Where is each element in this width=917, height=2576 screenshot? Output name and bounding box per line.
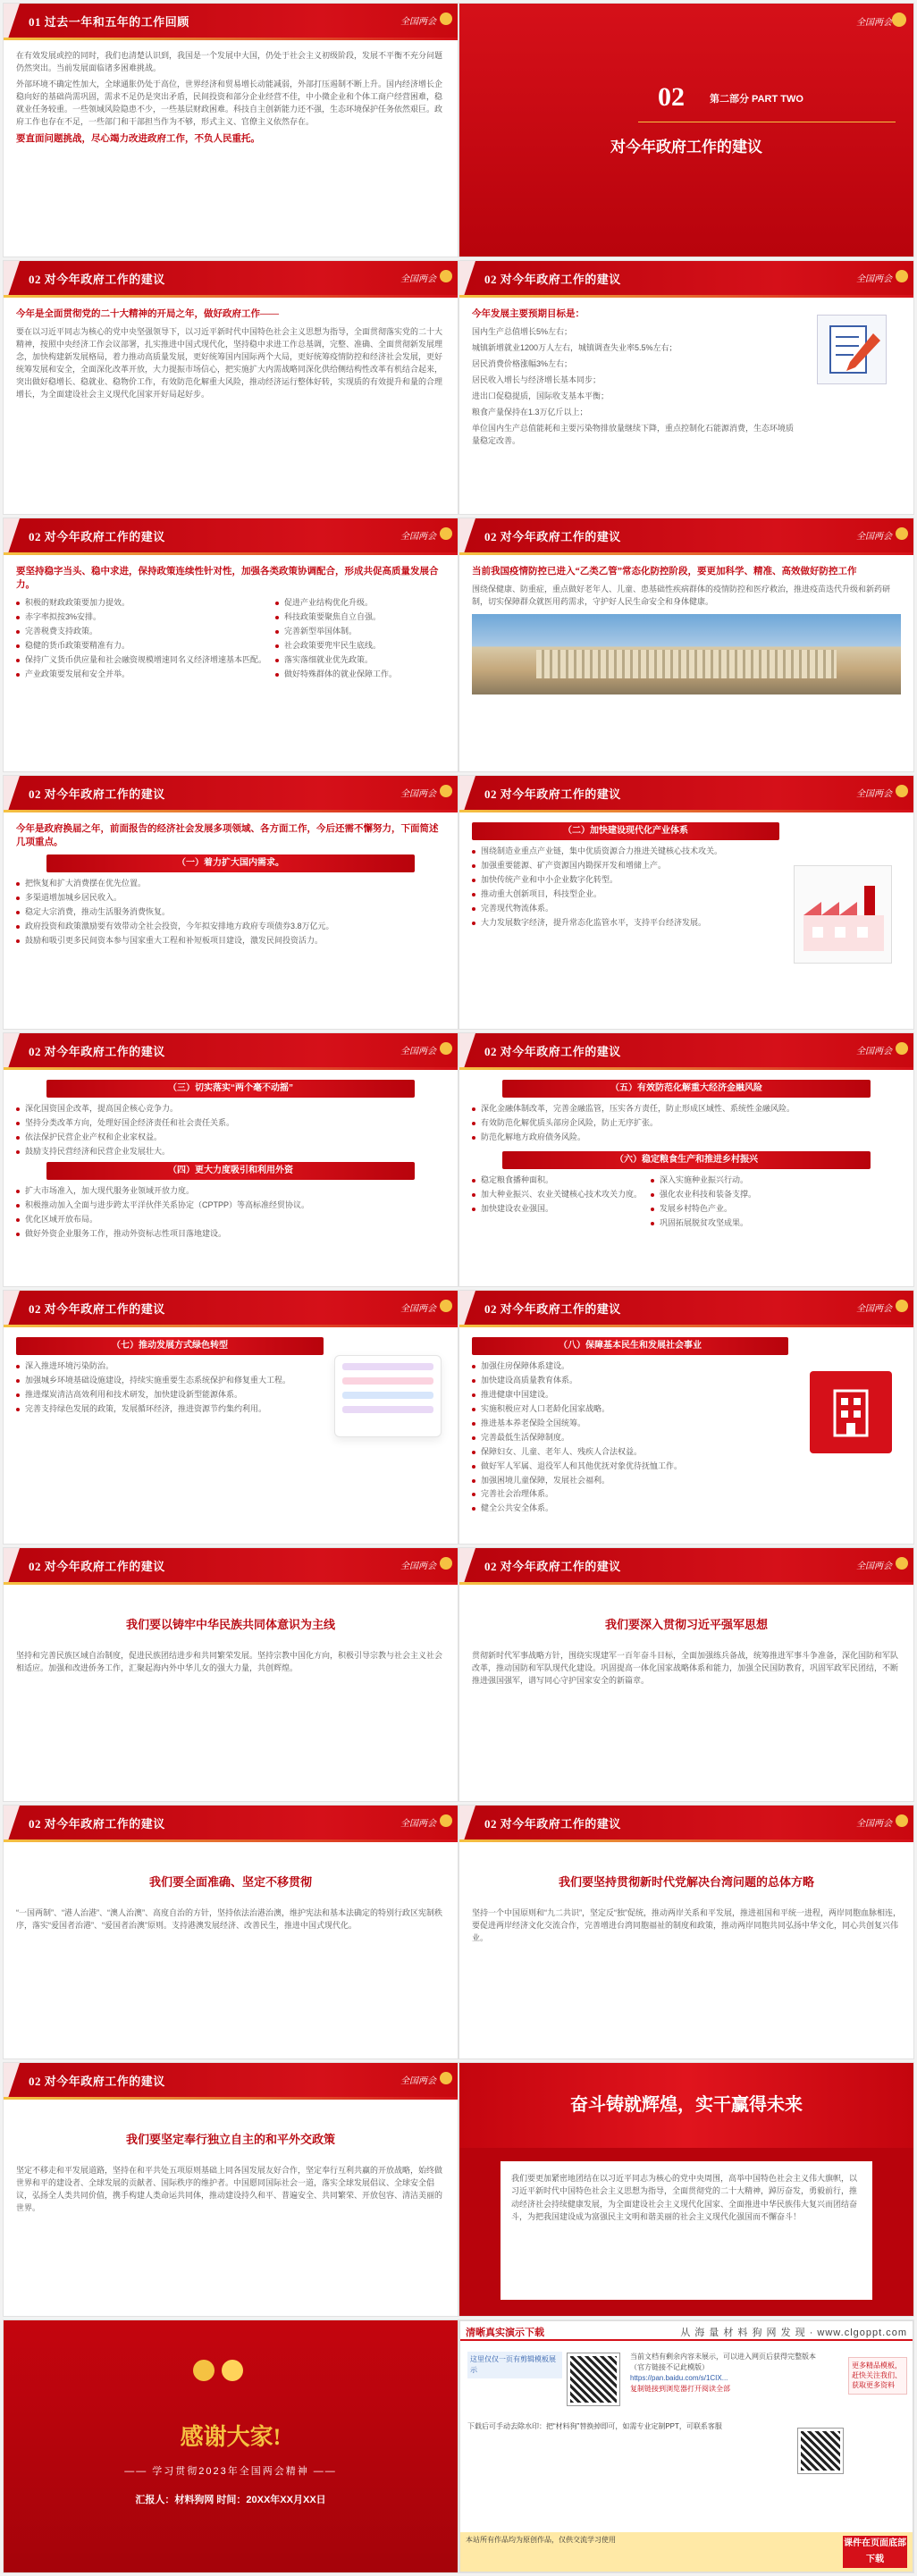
slide-header [4, 261, 458, 295]
lead-text: 今年是政府换届之年，前面报告的经济社会发展多项领域、各方面工作，今后还需不懈努力，下面简述几项重点。 [16, 824, 439, 848]
target-item: 城镇新增就业1200万人左右，城镇调查失业率5.5%左右； [472, 343, 677, 353]
brand-text: 全国两会 [400, 274, 436, 284]
slide-body [16, 50, 445, 248]
list-item: 深入推进环境污染防治。 [16, 1360, 324, 1373]
slide-heading: 我们要深入贯彻习近平强军思想 [604, 1618, 768, 1631]
section-bar: （一）着力扩大国内需求。 [46, 854, 416, 872]
info-tip: 复制链接到浏览器打开阅读全部 [630, 2385, 730, 2393]
slide-title: 02 对今年政府工作的建议 [484, 1045, 621, 1058]
slide-body [472, 1852, 901, 2050]
brand-text: 全国两会 [400, 1047, 436, 1056]
slide-title: 02 对今年政府工作的建议 [29, 273, 165, 286]
brand-text: 全国两会 [856, 1819, 892, 1829]
list-item: 把恢复和扩大消费摆在优先位置。 [16, 878, 445, 890]
list-item: 稳定粮食播种面积。 [472, 1174, 642, 1187]
list-item: 巩固拓展脱贫攻坚成果。 [651, 1217, 756, 1230]
header-decor [459, 1291, 475, 1325]
header-ribbon [4, 1839, 458, 1842]
list-item: 保持广义货币供应量和社会融资规模增速同名义经济增速基本匹配。 [16, 654, 266, 667]
section-title: 对今年政府工作的建议 [610, 139, 762, 156]
emblem-icon [440, 270, 452, 282]
list-item: 完善支持绿色发展的政策，发展循环经济，推进资源节约集约利用。 [16, 1403, 324, 1416]
list-item: 稳健的货币政策要精准有力。 [16, 640, 266, 652]
slide-body [16, 307, 445, 505]
list-item: 强化农业科技和装备支撑。 [651, 1189, 756, 1201]
slide-title: 02 对今年政府工作的建议 [484, 787, 621, 801]
list-item: 加快建设农业强国。 [472, 1203, 642, 1216]
brand-text: 全国两会 [856, 789, 892, 799]
target-item: 居民消费价格涨幅3%左右； [472, 359, 573, 369]
list-item: 完善新型举国体制。 [275, 626, 397, 638]
list-item: 深入实施种业振兴行动。 [651, 1174, 756, 1187]
slide-title: 02 对今年政府工作的建议 [29, 1302, 165, 1316]
target-item: 粮食产量保持在1.3万亿斤以上； [472, 407, 588, 417]
notice-line: 本站所有作品均为原创作品，仅供交流学习使用 [466, 2536, 616, 2544]
list-item: 促进产业结构优化升级。 [275, 597, 397, 610]
thanks-title: 感谢大家! [180, 2424, 282, 2450]
slide-title: 02 对今年政府工作的建议 [484, 530, 621, 543]
slide-review[interactable] [4, 4, 458, 257]
header-decor [4, 1033, 20, 1067]
target-item: 居民收入增长与经济增长基本同步； [472, 375, 602, 385]
slide-body [16, 565, 445, 762]
header-ribbon [4, 38, 458, 40]
header-ribbon [459, 1839, 913, 1842]
list-item: 政府投资和政策激励要有效带动全社会投资，今年拟安排地方政府专项债券3.8万亿元。 [16, 921, 445, 933]
list-item: 深化金融体制改革，完善金融监管，压实各方责任，防止形成区域性、系统性金融风险。 [472, 1103, 901, 1115]
slide-header [4, 1291, 458, 1325]
slide-header [4, 1548, 458, 1582]
qr-code-icon[interactable] [568, 2353, 619, 2405]
slide-body [16, 822, 445, 1020]
brand-text: 全国两会 [400, 17, 436, 27]
list-item: 优化区域开放布局。 [16, 1214, 445, 1226]
paragraph: 贯彻新时代军事战略方针，围绕实现建军一百年奋斗目标，全面加强练兵备战，统筹推进军事斗争准备，深化国防和军队改革，推动国防和军队现代化建设。巩固提高一体化国家战略体系和能力，加强全民国防教育，巩固军政军民团结，不断推进强国强军，谱写同心守护国家安全的新篇章。 [472, 1651, 899, 1686]
thanks-subtitle: —— 学习贯彻2023年全国两会精神 —— [124, 2466, 337, 2477]
slide-header [459, 261, 913, 295]
lead-text: 当前我国疫情防控已进入“乙类乙管”常态化防控阶段，要更加科学、精准、高效做好防控工作 [472, 567, 857, 577]
paragraph: 在有效发展或控的同时，我们也清楚认识到，我国是一个发展中大国，仍处于社会主义初级阶段，发展不平衡不充分问题仍然突出。当前发展面临诸多困难挑战。 [16, 51, 443, 72]
header-decor [4, 261, 20, 295]
list-item: 鼓励支持民营经济和民营企业发展壮大。 [16, 1146, 445, 1158]
list-item: 多渠道增加城乡居民收入。 [16, 892, 445, 905]
slide-body [472, 307, 797, 505]
lead-text: 今年发展主要预期目标是： [472, 309, 585, 319]
bullet-list [472, 1103, 901, 1144]
list-item: 做好外资企业服务工作，推动外资标志性项目落地建设。 [16, 1228, 445, 1241]
brand-text: 全国两会 [400, 789, 436, 799]
list-item: 加强城乡环境基础设施建设，持续实施重要生态系统保护和修复重大工程。 [16, 1375, 324, 1387]
slide-hk-macao[interactable] [4, 1806, 458, 2058]
section-bar: （三）切实落实“两个毫不动摇” [46, 1080, 416, 1098]
list-item: 落实落细就业优先政策。 [275, 654, 397, 667]
list-item: 完善现代物流体系。 [472, 903, 779, 915]
promo-note [467, 2352, 562, 2378]
slide-title: 02 对今年政府工作的建议 [484, 1817, 621, 1831]
list-item: 推进健康中国建设。 [472, 1389, 788, 1402]
emblem-icon [896, 270, 908, 282]
slide-title: 02 对今年政府工作的建议 [29, 1817, 165, 1831]
list-item: 加强住房保障体系建设。 [472, 1360, 788, 1373]
slide-header [4, 776, 458, 810]
header-decor [4, 2063, 20, 2097]
slide-body [16, 1595, 445, 1792]
slide-header [459, 518, 913, 552]
slide-title: 02 对今年政府工作的建议 [29, 787, 165, 801]
target-item: 国内生产总值增长5%左右； [472, 327, 573, 337]
bullet-list [16, 1103, 445, 1158]
emblem-icon [440, 1557, 452, 1570]
emblem-icon [896, 1300, 908, 1312]
slide-title: 02 对今年政府工作的建议 [29, 530, 165, 543]
list-item: 健全公共安全体系。 [472, 1503, 788, 1515]
header-ribbon [459, 1067, 913, 1070]
list-item: 依法保护民营企业产权和企业家权益。 [16, 1132, 445, 1144]
brand-text: 全国两会 [856, 18, 892, 28]
list-item: 加快传统产业和中小企业数字化转型。 [472, 874, 779, 887]
slide-header [459, 1806, 913, 1839]
header-decor [4, 1291, 20, 1325]
slide-livelihood[interactable] [459, 1291, 913, 1544]
paragraph: “一国两制”、“港人治港”、“澳人治澳”、高度自治的方针，坚持依法治港治澳，维护宪法和基本法确定的特别行政区宪制秩序，落实“爱国者治港”、“爱国者治澳”原则。支持港澳发展经济、改善民生，推进中国式现代化。 [16, 1908, 442, 1931]
header-decor [459, 261, 475, 295]
list-item: 加强困境儿童保障，发展社会福利。 [472, 1475, 788, 1487]
lead-text: 要直面问题挑战，尽心竭力改进政府工作，不负人民重托。 [16, 133, 260, 144]
header-ribbon [4, 1067, 458, 1070]
emblem-icon [440, 1300, 452, 1312]
emblem-icon [896, 1557, 908, 1570]
promo-info [630, 2352, 845, 2395]
section-bar: （四）更大力度吸引和利用外资 [46, 1162, 416, 1180]
slide-ethnic-unity[interactable] [4, 1548, 458, 1801]
slide-body [16, 1080, 445, 1277]
list-item: 推进煤炭清洁高效利用和技术研发，加快建设新型能源体系。 [16, 1389, 324, 1402]
list-item: 积极的财政政策要加力提效。 [16, 597, 266, 610]
slide-diplomacy[interactable] [4, 2063, 458, 2316]
info-line: （官方链接不记此模版） [630, 2363, 709, 2371]
list-item: 大力发展数字经济，提升常态化监管水平，支持平台经济发展。 [472, 917, 779, 930]
emblem-icon [193, 2360, 215, 2381]
slide-body [16, 2109, 445, 2307]
emblem-icon [896, 785, 908, 797]
slide-body [472, 822, 779, 1020]
list-item: 加快建设高质量教育体系。 [472, 1375, 788, 1387]
slide-industry[interactable] [459, 776, 913, 1029]
list-item: 推动重大创新项目，科技型企业。 [472, 888, 779, 901]
slide-header [459, 1548, 913, 1582]
slide-domestic-demand[interactable] [4, 776, 458, 1029]
emblem-icon [440, 13, 452, 25]
header-ribbon [459, 295, 913, 298]
header-ribbon [4, 1582, 458, 1585]
info-line: 下载后可手动去除水印：把“材料狗”替换掉即可，如需专业定制PPT，可联系客服 [467, 2422, 722, 2430]
factory-illustration [794, 865, 892, 964]
slide-body [16, 1852, 445, 2050]
slide-body [16, 1337, 324, 1535]
slide-thanks[interactable] [4, 2320, 458, 2572]
section-number: 02 [658, 82, 685, 112]
policy-list-left [16, 597, 266, 683]
list-item: 鼓励和吸引更多民间资本参与国家重大工程和补短板项目建设，激发民间投资活力。 [16, 935, 445, 947]
header-ribbon [459, 1582, 913, 1585]
list-item: 科技政策要聚焦自立自强。 [275, 611, 397, 624]
list-item: 完善税费支持政策。 [16, 626, 266, 638]
slide-risk-rural[interactable] [459, 1033, 913, 1286]
section-bar: （七）推动发展方式绿色转型 [16, 1337, 324, 1355]
emblem-icon [440, 2072, 452, 2084]
list-item: 加强重要能源、矿产资源国内勘探开发和增储上产。 [472, 860, 779, 872]
bullet-list [472, 1174, 642, 1232]
slide-policy[interactable] [4, 518, 458, 771]
brand-text: 全国两会 [856, 1562, 892, 1571]
slide-taiwan[interactable] [459, 1806, 913, 2058]
closing-card [501, 2161, 872, 2300]
list-item: 产业政策要发展和安全并举。 [16, 669, 266, 681]
emblem-icon [440, 527, 452, 540]
header-decor [4, 1806, 20, 1839]
slide-header [4, 2063, 458, 2097]
slide-title: 02 对今年政府工作的建议 [484, 1560, 621, 1573]
note-line: 这里仅仅一页有剪辑模板展示 [470, 2355, 556, 2374]
slide-heading: 我们要全面准确、坚定不移贯彻 [148, 1875, 312, 1889]
download-button[interactable]: 课件在页面底部下载 [843, 2536, 907, 2568]
slide-title: 02 对今年政府工作的建议 [484, 273, 621, 286]
slide-targets[interactable] [459, 261, 913, 514]
list-item: 积极推动加入全面与进步跨太平洋伙伴关系协定（CPTPP）等高标准经贸协议。 [16, 1200, 445, 1212]
target-item: 单位国内生产总值能耗和主要污染物排放量继续下降，重点控制化石能源消费，生态环境质量稳定改善。 [472, 423, 795, 445]
dashboard-illustration [334, 1355, 442, 1437]
slide-overall-requirement[interactable] [4, 261, 458, 514]
list-item: 推进基本养老保险全国统筹。 [472, 1418, 788, 1430]
slide-military[interactable] [459, 1548, 913, 1801]
reporter-line: 汇报人：材料狗网 时间：20XX年XX月XX日 [135, 2495, 326, 2505]
header-ribbon [4, 810, 458, 812]
slide-title: 02 对今年政府工作的建议 [29, 1045, 165, 1058]
list-item: 保障妇女、儿童、老年人、残疾人合法权益。 [472, 1446, 788, 1459]
slide-header [459, 1291, 913, 1325]
qr-code-icon[interactable] [798, 2429, 843, 2473]
list-item: 做好特殊群体的就业保障工作。 [275, 669, 397, 681]
bullet-list [651, 1174, 756, 1232]
bullet-list [16, 1185, 445, 1241]
bullet-list [16, 878, 445, 947]
list-item: 坚持分类改革方向，处理好国企经济责任和社会责任关系。 [16, 1117, 445, 1130]
paragraph: 坚持一个中国原则和“九二共识”，坚定反“独”促统，推动两岸关系和平发展，推进祖国和平统一进程，两岸同胞血脉相连，要促进两岸经济文化交流合作，完善增进台湾同胞福祉的制度和政策，推动两岸同胞共同弘扬中华文化，同心共创复兴伟业。 [472, 1908, 901, 1943]
paragraph: 坚持和完善民族区域自治制度，促进民族团结进步和共同繁荣发展。坚持宗教中国化方向，积极引导宗教与社会主义社会相适应。加强和改进侨务工作，汇聚起海内外中华儿女的强大力量，共创辉煌。 [16, 1651, 443, 1673]
brand-text: 全国两会 [856, 532, 892, 542]
list-item: 深化国资国企改革，提高国企核心竞争力。 [16, 1103, 445, 1115]
slide-body [472, 1080, 901, 1277]
promo-header [460, 2321, 913, 2341]
download-link[interactable]: https://pan.baidu.com/s/1CIX... [630, 2374, 728, 2382]
slide-economy-opening[interactable] [4, 1033, 458, 1286]
header-decor [459, 1806, 475, 1839]
slide-header [459, 1033, 913, 1067]
list-item: 做好军人军属、退役军人和其他优抚对象优待抚恤工作。 [472, 1461, 788, 1473]
list-item: 社会政策要兜牢民生底线。 [275, 640, 397, 652]
slogan-text: 奋斗铸就辉煌，实干赢得未来 [570, 2095, 803, 2115]
paragraph: 我们要更加紧密地团结在以习近平同志为核心的党中央周围，高举中国特色社会主义伟大旗帜，以习近平新时代中国特色社会主义思想为指导，全面贯彻党的二十大精神，踔厉奋发，勇毅前行，推动经济社会持续健康发展，为全面建设社会主义现代化国家、全面推进中华民族伟大复兴而团结奋斗，为把我国建设成为富强民主文明和谐美丽的社会主义现代化强国而不懈奋斗！ [511, 2174, 858, 2222]
download-promo-panel[interactable] [459, 2320, 913, 2572]
emblem-icon [892, 13, 906, 27]
building-icon [810, 1371, 892, 1453]
list-item: 加大种业振兴、农业关键核心技术攻关力度。 [472, 1189, 642, 1201]
slide-green[interactable] [4, 1291, 458, 1544]
list-item: 赤字率拟按3%安排。 [16, 611, 266, 624]
list-item: 实施积极应对人口老龄化国家战略。 [472, 1403, 788, 1416]
slide-header [4, 518, 458, 552]
section-bar: （五）有效防范化解重大经济金融风险 [502, 1080, 871, 1098]
brand-text: 全国两会 [400, 1819, 436, 1829]
paragraph: 外部环境不确定性加大，全球通胀仍处于高位，世界经济和贸易增长动能减弱，外部打压遏制不断上升。国内经济增长企稳向好的基础尚需巩固，需求不足仍是突出矛盾，民间投资和部分企业经营不佳，中小微企业和个体工商户经营困难，稳就业任务较重。一些领域风险隐患不少，一些基层财政困难。科技自主创新能力还不强，生态环境保护任务依然艰巨。政府工作也存在不足，一些部门和干部担当作为不够，形式主义、官僚主义依然存在。 [16, 79, 443, 126]
bullet-list [472, 846, 779, 930]
slide-header [4, 4, 458, 38]
header-decor [4, 1548, 20, 1582]
list-item: 完善最低生活保障制度。 [472, 1432, 788, 1444]
slide-header [4, 1033, 458, 1067]
info-line: 当前文档有剩余内容未展示，可以进入网页后获得完整版本 [630, 2353, 816, 2361]
great-hall-photo [472, 614, 901, 695]
brand-text: 全国两会 [400, 1562, 436, 1571]
party-emblem-icon [222, 2360, 243, 2381]
lead-text: 要坚持稳字当头、稳中求进，保持政策连续性针对性，加强各类政策协调配合，形成共促高质量发展合力。 [16, 567, 439, 591]
slide-title: 02 对今年政府工作的建议 [29, 2075, 165, 2088]
emblem-icon [896, 1042, 908, 1055]
brand-text: 全国两会 [856, 1304, 892, 1314]
header-ribbon [4, 295, 458, 298]
slide-body [472, 565, 901, 762]
list-item: 防范化解地方政府债务风险。 [472, 1132, 901, 1144]
brand-text: 全国两会 [400, 532, 436, 542]
header-ribbon [459, 1325, 913, 1327]
list-item: 有效防范化解优质头部房企风险，防止无序扩张。 [472, 1117, 901, 1130]
header-decor [459, 518, 475, 552]
slide-heading: 我们要坚定奉行独立自主的和平外交政策 [125, 2133, 335, 2146]
slide-title: 01 过去一年和五年的工作回顾 [29, 15, 189, 29]
emblem-icon [440, 1042, 452, 1055]
section-bar: （六）稳定粮食生产和推进乡村振兴 [502, 1151, 871, 1169]
paragraph: 坚定不移走和平发展道路，坚持在和平共处五项原则基础上同各国发展友好合作，坚定奉行互利共赢的开放战略，始终做世界和平的建设者、全球发展的贡献者、国际秩序的维护者。中国愿同国际社会一道，落实全球发展倡议、全球安全倡议，弘扬全人类共同价值，携手构建人类命运共同体，推动建设持久和平、普遍安全、共同繁荣、开放包容、清洁美丽的世界。 [16, 2166, 443, 2212]
list-item: 稳定大宗消费，推动生活服务消费恢复。 [16, 906, 445, 919]
brand-text: 全国两会 [400, 2076, 436, 2086]
paragraph: 围绕保健康、防重症，重点做好老年人、儿童、患基础性疾病群体的疫情防控和医疗救治，推进疫苗迭代升级和新药研制，切实保障群众就医用药需求，守护好人民生命安全和身体健康。 [472, 585, 891, 607]
slide-heading: 我们要以铸牢中华民族共同体意识为主线 [125, 1618, 335, 1631]
brand-text: 全国两会 [856, 274, 892, 284]
header-decor [459, 1033, 475, 1067]
slide-closing-slogan[interactable] [459, 2063, 913, 2316]
promo-title: 清晰真实演示下载 [466, 2328, 544, 2338]
section-bar: （八）保障基本民生和发展社会事业 [472, 1337, 788, 1355]
emblem-icon [896, 527, 908, 540]
brand-text: 全国两会 [400, 1304, 436, 1314]
emblem-icon [440, 1814, 452, 1827]
slide-body [472, 1337, 788, 1535]
promo-url: 从 海 量 材 料 狗 网 发 现 · www.clgoppt.com [680, 2328, 907, 2338]
list-item: 围绕制造业重点产业链，集中优质资源合力推进关键核心技术攻关。 [472, 846, 779, 858]
slide-heading: 我们要坚持贯彻新时代党解决台湾问题的总体方略 [558, 1875, 814, 1889]
slide-header [459, 776, 913, 810]
section-bar: （二）加快建设现代化产业体系 [472, 822, 779, 840]
policy-list-right [275, 597, 397, 683]
header-decor [4, 518, 20, 552]
emblem-icon [896, 1814, 908, 1827]
slide-header [4, 1806, 458, 1839]
list-item: 扩大市场准入，加大现代服务业领域开放力度。 [16, 1185, 445, 1198]
target-item: 进出口促稳提质，国际收支基本平衡； [472, 391, 610, 400]
header-decor [4, 4, 20, 38]
header-decor [459, 776, 475, 810]
slide-title: 02 对今年政府工作的建议 [484, 1302, 621, 1316]
header-ribbon [459, 552, 913, 555]
header-decor [4, 776, 20, 810]
slide-title: 02 对今年政府工作的建议 [29, 1560, 165, 1573]
pencil-note-icon [817, 315, 887, 384]
follow-tag: 更多精品模板，赶快关注我们、获取更多资料 [848, 2357, 907, 2395]
slide-body [472, 1595, 901, 1792]
lead-text: 今年是全面贯彻党的二十大精神的开局之年，做好政府工作—— [16, 309, 279, 319]
header-decor [459, 1548, 475, 1582]
header-ribbon [459, 810, 913, 812]
list-item: 完善社会治理体系。 [472, 1488, 788, 1501]
header-ribbon [4, 2097, 458, 2100]
bullet-list [16, 1360, 324, 1416]
paragraph: 要在以习近平同志为核心的党中央坚强领导下，以习近平新时代中国特色社会主义思想为指导，全面贯彻落实党的二十大精神，按照中央经济工作会议部署，扎实推进中国式现代化，坚持稳中求进工作总基调，完整、准确、全面贯彻新发展理念，加快构建新发展格局，着力推动高质量发展，更好统筹国内国际两个大局，更好统筹疫情防控和经济社会发展，更好统筹发展和安全，全面深化改革开放，大力提振市场信心，把实施扩大内需战略同深化供给侧结构性改革有机结合起来，突出做好稳增长、稳就业、稳物价工作，有效防范化解重大风险，推动经济运行整体好转，实现质的有效提升和量的合理增长，为全面建设社会主义现代化国家开好局起好步。 [16, 327, 443, 399]
header-ribbon [4, 1325, 458, 1327]
slide-section-divider[interactable] [459, 4, 913, 257]
slide-epidemic[interactable] [459, 518, 913, 771]
brand-text: 全国两会 [856, 1047, 892, 1056]
header-ribbon [4, 552, 458, 555]
list-item: 发展乡村特色产业。 [651, 1203, 756, 1216]
bullet-list [472, 1360, 788, 1515]
emblem-icon [440, 785, 452, 797]
promo-instructions [467, 2421, 736, 2432]
section-part: 第二部分 PART TWO [710, 94, 803, 105]
